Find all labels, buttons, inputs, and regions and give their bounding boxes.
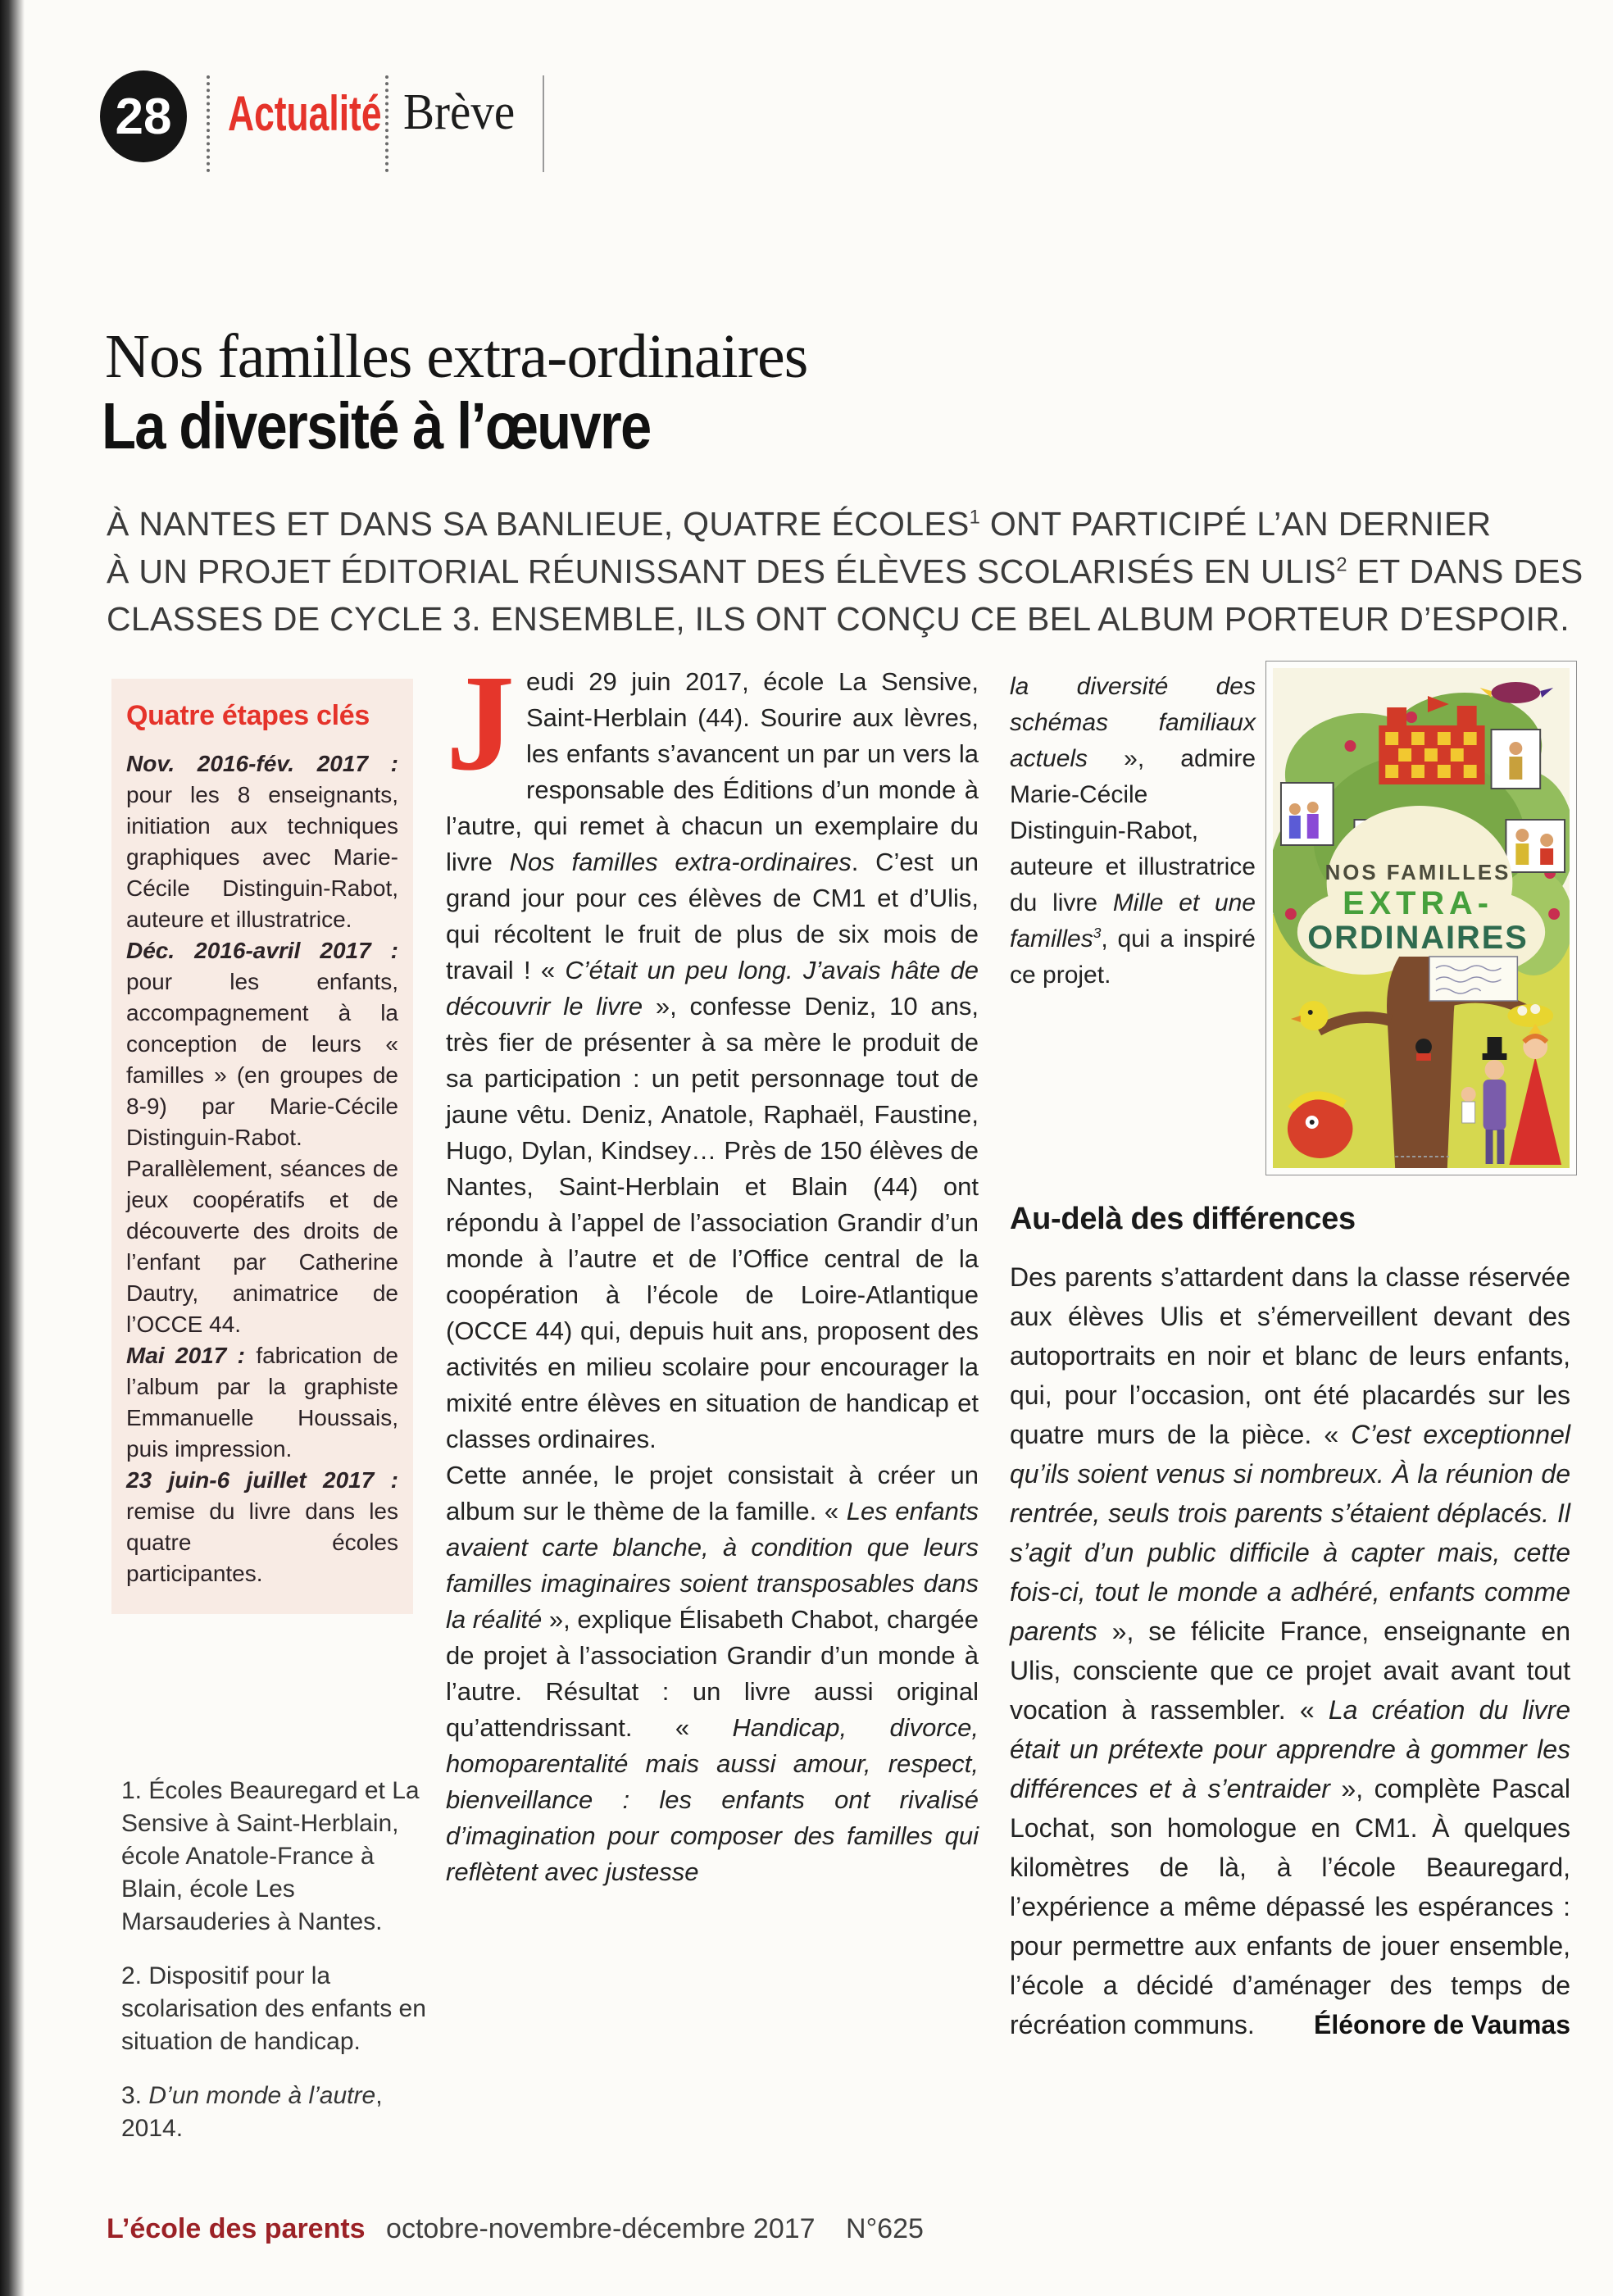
text-segment: Les enfants avaient carte blanche, à condition que leurs familles imaginaires soient transposables dans la réalité [446,1497,979,1634]
text-segment: 3 [1093,925,1102,941]
paragraph [1010,1257,1570,2044]
castle-illustration [1379,696,1484,784]
text-segment: 3. [121,2082,149,2109]
author-byline: Éléonore de Vaumas [1313,2010,1570,2039]
cover-title-line-3: ORDINAIRES [1307,919,1529,957]
text-segment: Handicap, divorce, homoparentalité mais aussi amour, respect, bienveillance : les enfants ont rivalisé d’imagination pour composer des familles qui reflètent avec justesse [446,1713,979,1886]
paragraph [446,647,979,1457]
text-segment: C’était un peu long. J’avais hâte de découvrir le livre [446,956,979,1021]
text-segment: ET DANS DES [1347,552,1583,590]
text-segment: », admire Marie-Cécile Distinguin-Rabot, auteure et illustratrice du livre [1010,745,1256,916]
text-segment: C’est exceptionnel qu’ils soient venus si nombreux. À la réunion de rentrée, seuls trois parents s’étaient déplacés. Il s’agit d’un public difficile à capter mais, cette fois-ci, tout le monde a adhéré, enfants comme parents [1010,1420,1570,1646]
standfirst-line [107,595,1570,643]
text-segment: Cette année, le projet consistait à créer un album sur le thème de la famille. « [446,1461,979,1525]
text-segment: Mai 2017 : [126,1343,257,1368]
cover-title-line-1: NOS FAMILLES [1324,861,1511,885]
paragraph [121,1960,426,2058]
text-segment: 1. Écoles Beauregard et La Sensive à Saint-Herblain, école Anatole-France à Blain, école Les Marsauderies à Nantes. [121,1777,420,1935]
text-segment: la diversité des schémas familiaux actuels [1010,673,1256,772]
sidebar-title: Quatre étapes clés [126,700,370,731]
standfirst-line [107,548,1583,595]
paragraph [126,1465,398,1589]
page-number: 28 [115,88,172,145]
text-segment: 1 [969,506,981,529]
magazine-name: L’école des parents [107,2213,366,2244]
text-segment: À UN PROJET ÉDITORIAL RÉUNISSANT DES ÉLÈVES SCOLARISÉS EN ULIS [107,552,1337,590]
text-segment: , 2014. [121,2082,383,2142]
text-segment: ONT PARTICIPÉ L’AN DERNIER [980,505,1492,543]
header-divider [385,75,388,172]
dropcap: J [446,647,515,799]
page-footer [107,2213,924,2245]
article-column-2 [1010,1257,1570,2044]
text-segment: , qui a inspiré ce projet. [1010,925,1256,989]
article-kicker-title: Nos familles extra-ordinaires [105,322,808,391]
article-column-1 [446,647,979,1890]
text-segment: pour les enfants, accompagnement à la conception de leurs « familles » (en groupes de 8-9) par Marie-Cécile Distinguin-Rabot. Parallèlement, séances de jeux coopératifs et de découverte des droits de l’enfant par Catherine Dautry, animatrice de l’OCCE 44. [126,969,398,1337]
paragraph [126,748,398,935]
text-segment: Déc. 2016-avril 2017 : [126,938,398,963]
text-segment: Mille et une familles [1010,889,1256,952]
page-number-badge [100,70,187,162]
section-heading: Au-delà des différences [1010,1202,1356,1236]
paragraph [126,1340,398,1465]
section-label: Actualité [228,86,382,141]
column-1-text [446,647,979,1890]
handwritten-credit-card [1429,957,1517,1001]
sidebar-body [126,748,398,1589]
text-segment: », explique Élisabeth Chabot, chargée de projet à l’association Grandir d’un monde à l’autre. Résultat : un livre aussi original qu’attendrissant. « [446,1605,979,1742]
text-segment: 2 [1336,553,1347,576]
text-segment: remise du livre dans les quatre écoles participantes. [126,1498,398,1586]
text-segment: . C’est un grand jour pour ces élèves de CM1 et d’Ulis, qui récoltent le fruit de plus de six mois de travail ! « [446,848,979,984]
footnotes [121,1775,426,2166]
header-divider [207,75,210,172]
paragraph [1010,669,1256,993]
standfirst-line [107,500,1549,548]
text-segment: 2. Dispositif pour la scolarisation des enfants en situation de handicap. [121,1962,426,2055]
text-segment: », se félicite France, enseignante en Ulis, consciente que ce projet avait avant tout vocation à rassembler. « [1010,1616,1570,1725]
issue-date: octobre-novembre-décembre 2017 [386,2213,816,2244]
text-segment: D’un monde à l’autre [148,2082,376,2109]
subsection-label: Brève [403,84,516,140]
text-segment: À NANTES ET DANS SA BANLIEUE, QUATRE ÉCOLES [107,505,970,543]
sidebar-timeline-box [111,679,413,1614]
text-segment: Nov. 2016-fév. 2017 : [126,751,398,776]
book-cover-illustration [1273,668,1570,1168]
cover-title-line-2: EXTRA- [1343,884,1493,922]
text-segment: Des parents s’attardent dans la classe réservée aux élèves Ulis et s’émerveillent devant des autoportraits en noir et blanc de leurs enfants, qui, pour l’occasion, ont été placardés sur les quatre murs de la pièce. « [1010,1262,1570,1449]
header-divider [543,75,544,172]
text-segment: Nos familles extra-ordinaires [509,848,852,876]
text-segment: La création du livre était un prétexte pour apprendre à gommer les différences et à s’entraider [1010,1695,1571,1803]
issue-number: N°625 [846,2213,924,2244]
book-cover-image [1265,661,1577,1175]
text-segment: eudi 29 juin 2017, école La Sensive, Saint-Herblain (44). Sourire aux lèvres, les enfants s’avancent un par un vers la responsable des Éditions d’un monde à l’autre, qui remet à chacun un exemplaire du livre [446,667,979,876]
article-main-title: La diversité à l’œuvre [102,389,651,462]
paragraph [121,2080,426,2145]
paragraph [446,1457,979,1890]
scan-edge-shadow [0,0,25,2296]
text-segment: 23 juin-6 juillet 2017 : [126,1467,398,1493]
paragraph [126,935,398,1340]
paragraph [121,1775,426,1939]
text-segment: », confesse Deniz, 10 ans, très fier de présenter à sa mère le produit de sa participation : un petit personnage tout de jaune vêtu. Deniz, Anatole, Raphaël, Faustine, Hugo, Dylan, Kindsey… Près de 150 élèves de Nantes, Saint-Herblain et Blain (44) ont répondu à l’appel de l’association Grandir d’un monde à l’autre et de l’Office central de la coopération à l’école de Loire-Atlantique (OCCE 44) qui, depuis huit ans, proposent des activités en milieu scolaire pour encourager la mixité entre élèves en situation de handicap et classes ordinaires. [446,992,979,1453]
standfirst [107,500,1583,643]
text-segment: pour les 8 enseignants, initiation aux techniques graphiques avec Marie-Cécile Distinguin-Rabot, auteure et illustratrice. [126,782,398,932]
text-segment: CLASSES DE CYCLE 3. ENSEMBLE, ILS ONT CONÇU CE BEL ALBUM PORTEUR D’ESPOIR. [107,600,1570,638]
text-segment: fabrication de l’album par la graphiste Emmanuelle Houssais, puis impression. [126,1343,398,1462]
text-segment: », complète Pascal Lochat, son homologue en CM1. À quelques kilomètres de là, à l’école Beauregard, l’expérience a même dépassé les espérances : pour permettre aux enfants de jouer ensemble, l’école a décidé d’aménager des temps de récréation communs. [1010,1774,1570,2039]
article-column-2-narrow [1010,669,1256,993]
